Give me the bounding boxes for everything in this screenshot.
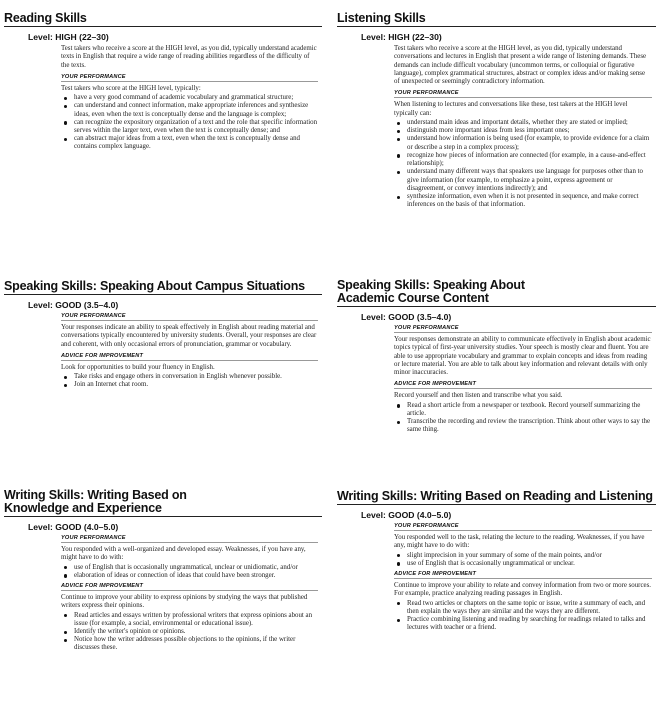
advice-list <box>61 373 318 389</box>
list-item: use of English that is occasionally ungrammatical or unclear. <box>394 560 652 568</box>
list-item: slight imprecision in your summary of some of the main points, and/or <box>394 552 652 560</box>
list-item: Take risks and engage others in conversation in English whenever possible. <box>61 373 318 381</box>
performance-text: You responded with a well-organized and developed essay. Weaknesses, if you have any, might have to do with: <box>61 546 306 562</box>
section-body <box>394 45 652 209</box>
section-title: Reading Skills <box>4 12 322 27</box>
performance-list <box>61 94 318 151</box>
list-item: Read two articles or chapters on the same topic or issue, write a summary of each, and then explain the ways they are similar and the ways they are different. <box>394 600 652 616</box>
section-body <box>61 45 318 152</box>
advice-text: Record yourself and then listen and transcribe what you said. <box>394 392 563 400</box>
performance-header: YOUR PERFORMANCE <box>61 313 318 321</box>
speaking-campus-section <box>4 280 322 393</box>
list-item: understand many different ways that speakers use language for purposes other than to give information (for example, to emphasize a point, express agreement or disagreement, or convey intentions indirectly); and <box>394 168 652 193</box>
performance-text: When listening to lectures and conversations like these, test takers at the HIGH level typically can: <box>394 101 628 117</box>
list-item: can recognize the expository organization of a text and the role that specific information serves within the larger text, even when the text is conceptually dense; and <box>61 119 318 135</box>
score-level: Level: GOOD (3.5–4.0) <box>28 300 119 310</box>
advice-text: Look for opportunities to build your fluency in English. <box>61 363 215 371</box>
performance-text: Your responses indicate an ability to speak effectively in English about reading material and conversations typically encountered by university students. Overall, your responses are clear and coherent, with only occasional errors of pronunciation, grammar or vocabulary. <box>61 324 317 348</box>
advice-header: ADVICE FOR IMPROVEMENT <box>61 353 318 361</box>
list-item: understand how information is being used (for example, to provide evidence for a claim or describe a step in a complex process); <box>394 135 652 151</box>
performance-list <box>394 119 652 209</box>
list-item: can understand and connect information, make appropriate inferences and synthesize ideas, even when the text is conceptually dense and the language is complex; <box>61 102 318 118</box>
reading-skills-section <box>4 12 322 155</box>
score-level: Level: GOOD (3.5–4.0) <box>361 312 452 322</box>
list-item: elaboration of ideas or connection of ideas that could have been stronger. <box>61 572 318 580</box>
title-line: Academic Course Content <box>337 292 656 307</box>
section-body <box>61 313 318 390</box>
advice-header: ADVICE FOR IMPROVEMENT <box>394 381 652 389</box>
writing-reading-listening-section <box>337 490 656 635</box>
performance-header: YOUR PERFORMANCE <box>61 74 318 82</box>
list-item: understand main ideas and important details, whether they are stated or implied; <box>394 119 652 127</box>
list-item: recognize how pieces of information are connected (for example, in a cause-and-effect relationship); <box>394 152 652 168</box>
performance-header: YOUR PERFORMANCE <box>394 325 652 333</box>
section-title: Writing Skills: Writing Based on Reading and Listening <box>337 490 656 505</box>
writing-knowledge-section <box>4 489 322 656</box>
title-line: Speaking Skills: Speaking About <box>337 278 525 292</box>
score-level: Level: GOOD (4.0–5.0) <box>361 510 452 520</box>
section-title: Listening Skills <box>337 12 656 27</box>
intro-text: Test takers who receive a score at the HIGH level, as you did, typically understand conversations and lectures in English that present a wide range of listening demands. These demands can include difficult vocabulary (uncommon terms, or colloquial or figurative language), complex grammatical structures, abstract or complex ideas and/or making sense of unexpected or seemingly contradictory information. <box>394 45 647 86</box>
section-body <box>394 523 652 632</box>
performance-list <box>394 552 652 568</box>
title-line: Knowledge and Experience <box>4 502 322 517</box>
list-item: Transcribe the recording and review the transcription. Think about other ways to say the same thing. <box>394 418 652 434</box>
performance-list <box>61 564 318 580</box>
title-line: Writing Skills: Writing Based on <box>4 488 187 502</box>
list-item: synthesize information, even when it is not presented in sequence, and make correct inferences on the basis of that information. <box>394 193 652 209</box>
score-level: Level: HIGH (22–30) <box>28 32 109 42</box>
section-body <box>394 325 652 435</box>
performance-header: YOUR PERFORMANCE <box>61 535 318 543</box>
advice-header: ADVICE FOR IMPROVEMENT <box>61 583 318 591</box>
section-body <box>61 535 318 653</box>
advice-text: Continue to improve your ability to relate and convey information from two or more sources. For example, practice analyzing reading passages in English. <box>394 582 651 598</box>
advice-list <box>61 612 318 653</box>
list-item: Read a short article from a newspaper or textbook. Record yourself summarizing the article. <box>394 402 652 418</box>
list-item: can abstract major ideas from a text, even when the text is conceptually dense and contains complex language. <box>61 135 318 151</box>
section-title: Speaking Skills: Speaking About Campus Situations <box>4 280 322 295</box>
advice-header: ADVICE FOR IMPROVEMENT <box>394 571 652 579</box>
list-item: use of English that is occasionally ungrammatical, unclear or unidiomatic, and/or <box>61 564 318 572</box>
intro-text: Test takers who receive a score at the HIGH level, as you did, typically understand academic texts in English that require a wide range of reading abilities regardless of the difficulty of the texts. <box>61 45 317 69</box>
score-level: Level: HIGH (22–30) <box>361 32 442 42</box>
advice-text: Continue to improve your ability to express opinions by studying the ways that published writers express their opinions. <box>61 594 308 610</box>
performance-header: YOUR PERFORMANCE <box>394 90 652 98</box>
performance-text: Your responses demonstrate an ability to communicate effectively in English about academic topics typical of first-year university studies. Your speech is mostly clear and fluent. You are able to use appropriate vocabulary and grammar to explain concepts and ideas from reading or lecture material. You are able to talk about key information and relevant details with only minor inaccuracies. <box>394 336 651 377</box>
list-item: Read articles and essays written by professional writers that express opinions about an issue (for example, a social, environmental or educational issue). <box>61 612 318 628</box>
section-title <box>4 489 322 517</box>
speaking-academic-section <box>337 279 656 438</box>
advice-list <box>394 600 652 633</box>
list-item: Identify the writer's opinion or opinions. <box>61 628 318 636</box>
performance-text: Test takers who score at the HIGH level, typically: <box>61 84 201 92</box>
performance-text: You responded well to the task, relating the lecture to the reading. Weaknesses, if you have any, might have to do with: <box>394 534 645 550</box>
list-item: distinguish more important ideas from less important ones; <box>394 127 652 135</box>
score-level: Level: GOOD (4.0–5.0) <box>28 522 119 532</box>
list-item: Join an Internet chat room. <box>61 381 318 389</box>
performance-header: YOUR PERFORMANCE <box>394 523 652 531</box>
list-item: Practice combining listening and reading by searching for readings related to talks and lectures with teacher or a friend. <box>394 616 652 632</box>
list-item: have a very good command of academic vocabulary and grammatical structure; <box>61 94 318 102</box>
section-title <box>337 279 656 307</box>
listening-skills-section <box>337 12 656 212</box>
advice-list <box>394 402 652 435</box>
list-item: Notice how the writer addresses possible objections to the opinions, if the writer discusses these. <box>61 636 318 652</box>
